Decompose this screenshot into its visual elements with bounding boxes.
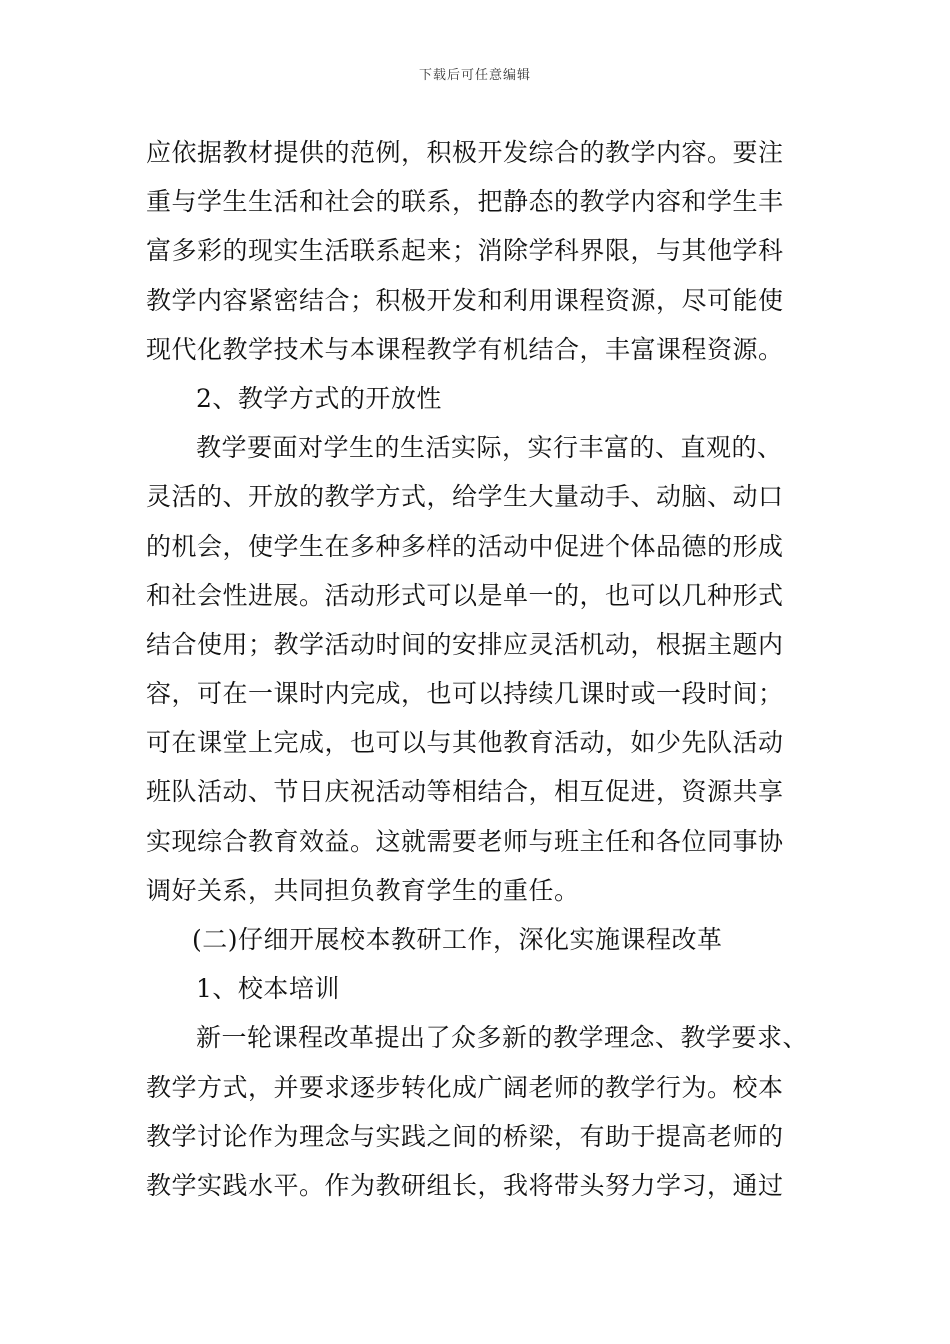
paragraph-line: 新一轮课程改革提出了众多新的教学理念、教学要求、 <box>196 1023 809 1053</box>
paragraph-line: 教学要面对学生的生活实际，实行丰富的、直观的、 <box>196 433 783 463</box>
document-body <box>146 128 826 1210</box>
paragraph-line: 和社会性进展。活动形式可以是单一的，也可以几种形式 <box>146 580 784 610</box>
section-heading: 2、教学方式的开放性 <box>196 383 442 413</box>
paragraph-line: 现代化教学技术与本课程教学有机结合，丰富课程资源。 <box>146 334 784 364</box>
paragraph-line: 可在课堂上完成，也可以与其他教育活动，如少先队活动 <box>146 728 784 758</box>
paragraph-line: 富多彩的现实生活联系起来；消除学科界限，与其他学科 <box>146 236 784 266</box>
page-header-note: 下载后可任意编辑 <box>418 68 531 83</box>
paragraph-line: 班队活动、节日庆祝活动等相结合，相互促进，资源共享 <box>146 777 784 807</box>
paragraph-line: 结合使用；教学活动时间的安排应灵活机动，根据主题内 <box>146 629 784 659</box>
paragraph-line: 灵活的、开放的教学方式，给学生大量动手、动脑、动口 <box>146 482 784 512</box>
paragraph-line: 教学内容紧密结合；积极开发和利用课程资源，尽可能使 <box>146 285 784 315</box>
paragraph-line: 的机会，使学生在多种多样的活动中促进个体品德的形成 <box>146 531 784 561</box>
section-heading: 1、校本培训 <box>196 974 340 1004</box>
section-heading: (二)仔细开展校本教研工作，深化实施课程改革 <box>192 925 723 954</box>
paragraph-line: 重与学生生活和社会的联系，把静态的教学内容和学生丰 <box>146 187 784 217</box>
paragraph-line: 教学实践水平。作为教研组长，我将带头努力学习，通过 <box>146 1170 784 1200</box>
paragraph-line: 容，可在一课时内完成，也可以持续几课时或一段时间； <box>146 679 784 709</box>
paragraph-line: 教学方式，并要求逐步转化成广阔老师的教学行为。校本 <box>146 1072 784 1102</box>
paragraph-line: 实现综合教育效益。这就需要老师与班主任和各位同事协 <box>146 826 784 856</box>
paragraph-line: 教学讨论作为理念与实践之间的桥梁，有助于提高老师的 <box>146 1121 784 1151</box>
paragraph-line: 应依据教材提供的范例，积极开发综合的教学内容。要注 <box>146 138 784 167</box>
paragraph-line: 调好关系，共同担负教育学生的重任。 <box>146 875 580 905</box>
